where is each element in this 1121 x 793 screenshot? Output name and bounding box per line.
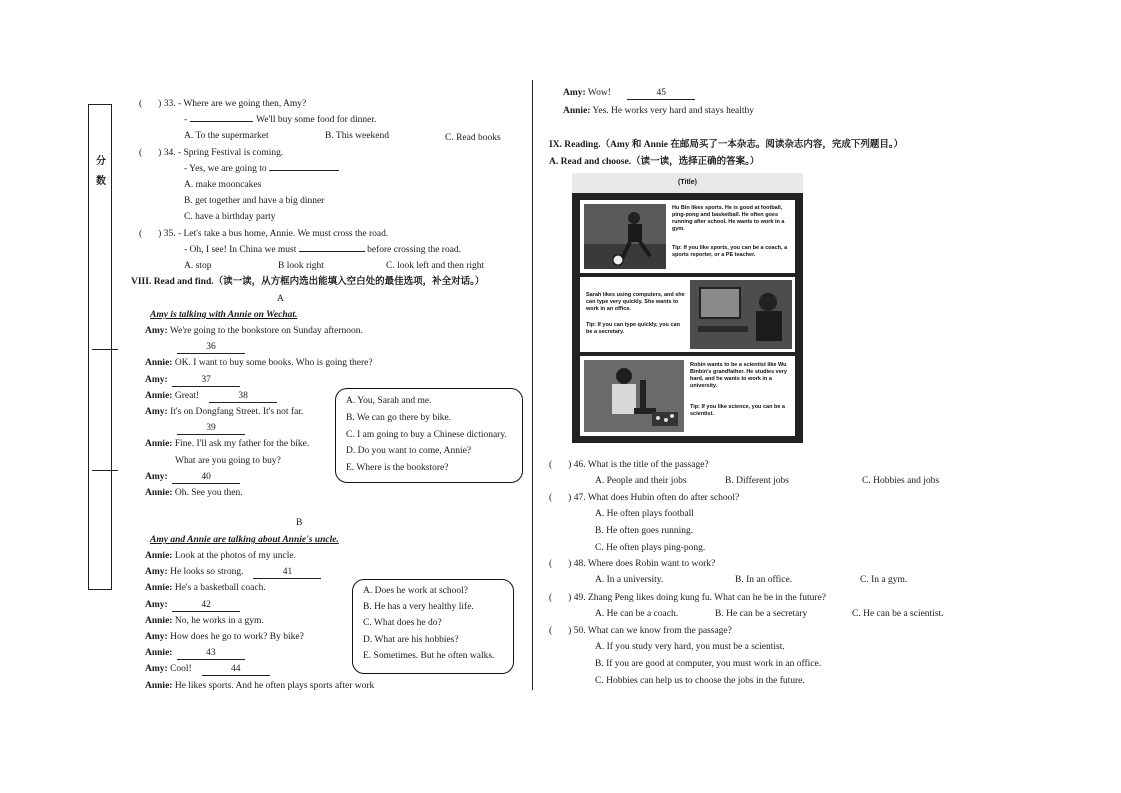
magazine-panel: [580, 356, 795, 436]
dialogue-line: Amy: Wow! 45: [563, 87, 695, 100]
speaker-name: Annie:: [145, 358, 173, 369]
question-stem: ( ) 46. What is the title of the passage?: [549, 460, 709, 470]
dialogue-text: No, he works in a gym.: [174, 615, 264, 626]
dialogue-text: Cool!: [170, 664, 192, 675]
option: C. In a gym.: [860, 575, 908, 585]
box-option: E. Sometimes. But he often walks.: [363, 651, 495, 661]
speaker-name: Amy:: [145, 407, 168, 417]
question-number: 47.: [573, 493, 586, 503]
option: C. Hobbies can help us to choose the jobs in the future.: [595, 676, 805, 686]
section-8-heading: VIII. Read and find.（读一读，从方框内选出能填入空白处的最佳选项，补全对话。）: [131, 277, 485, 287]
speaker-name: Annie:: [145, 488, 173, 498]
dialogue-line: Annie: Yes. He works very hard and stays healthy: [563, 106, 755, 116]
answer-blank[interactable]: 42: [172, 599, 240, 612]
option: C. have a birthday party: [184, 212, 276, 222]
question-35: ( ) 35. - Let's take a bus home, Annie. We must cross the road.: [139, 229, 389, 239]
question-33-line2: - . We'll buy some food for dinner.: [184, 115, 377, 125]
dialogue-text: OK. I want to buy some books. Who is going there?: [174, 358, 373, 369]
speaker-name: Annie:: [145, 583, 173, 594]
question-text: What is the title of the passage?: [587, 460, 709, 470]
question-34: ( ) 34. - Spring Festival is coming.: [139, 148, 284, 158]
option: B. get together and have a big dinner: [184, 196, 325, 206]
part-a-options-box: [335, 388, 523, 483]
question-stem: ( ) 50. What can we know from the passage?: [549, 626, 732, 636]
question-stem: ( ) 48. Where does Robin want to work?: [549, 559, 716, 569]
question-text: Zhang Peng likes doing kung fu. What can he be in the future?: [587, 593, 827, 603]
question-33: ( ) 33. - Where are we going then, Amy?: [139, 99, 307, 109]
panel-text: Sarah likes using computers, and she can type very quickly. She wants to work in an office.: [586, 292, 685, 312]
dialogue-line: [145, 374, 240, 387]
box-option: A. You, Sarah and me.: [346, 396, 432, 406]
speaker-name: Annie:: [145, 615, 173, 626]
speaker-name: Amy:: [145, 326, 168, 336]
dialogue-line: [145, 566, 321, 579]
box-option: B. He has a very healthy life.: [363, 602, 474, 612]
speaker-name: Annie:: [145, 439, 173, 450]
speaker-name: Amy:: [145, 471, 168, 482]
question-34-line2: - Yes, we are going to: [184, 163, 339, 175]
answer-blank[interactable]: 40: [172, 471, 240, 484]
magazine-header: [572, 173, 803, 195]
answer-blank[interactable]: [269, 170, 339, 171]
dialogue-line: [145, 357, 373, 369]
dialogue-line: [145, 647, 245, 660]
answer-blank[interactable]: 41: [253, 566, 321, 579]
speaker-name: Annie:: [145, 648, 173, 659]
magazine-panel: [580, 277, 795, 352]
answer-blank[interactable]: 44: [202, 663, 270, 676]
option: B. In an office.: [735, 575, 793, 585]
option: A. In a university.: [595, 575, 664, 585]
question-number: 49.: [573, 593, 586, 603]
divider-tick: [92, 470, 118, 471]
option: A. He can be a coach.: [595, 609, 679, 619]
dialogue-line: [145, 582, 266, 594]
speaker-name: Amy:: [145, 632, 168, 642]
dialogue-line: [145, 325, 363, 337]
question-number: 50.: [573, 626, 586, 636]
question-number: 48.: [573, 559, 586, 569]
dialogue-text: He's a basketball coach.: [174, 583, 266, 594]
score-strip-char: 数: [96, 176, 106, 187]
option: A. make mooncakes: [184, 180, 262, 190]
question-number: 46.: [573, 460, 586, 470]
option: A. He often plays football: [595, 509, 694, 519]
answer-blank[interactable]: 39: [177, 422, 245, 435]
option: C. He often plays ping-pong.: [595, 543, 706, 553]
answer-blank[interactable]: 45: [627, 87, 695, 100]
option: B. He often goes running.: [595, 526, 694, 536]
panel-text: Hu Bin likes sports. He is good at football, ping-pong and basketball. He often goes running after school. He wants to work in a gym.: [672, 205, 785, 232]
dialogue-line: [145, 422, 245, 435]
option: C. look left and then right: [386, 261, 485, 271]
dialogue-line: [145, 438, 309, 450]
score-strip-char: 分: [96, 156, 106, 167]
answer-blank[interactable]: 43: [177, 647, 245, 660]
box-option: E. Where is the bookstore?: [346, 463, 449, 473]
speaker-name: Amy:: [145, 374, 168, 385]
dialogue-line: [145, 599, 240, 612]
option: A. People and their jobs: [595, 476, 687, 486]
dialogue-line: [145, 631, 304, 643]
box-option: C. What does he do?: [363, 618, 442, 628]
question-stem: ( ) 47. What does Hubin often do after school?: [549, 493, 740, 503]
speaker-name: Annie:: [145, 551, 173, 561]
question-text: What does Hubin often do after school?: [587, 493, 740, 503]
box-option: D. What are his hobbies?: [363, 635, 459, 645]
dialogue-line: [145, 680, 374, 692]
answer-blank[interactable]: 37: [172, 374, 240, 387]
magazine-image: [572, 173, 803, 443]
part-a-label: A: [277, 294, 284, 304]
dialogue-line: [145, 455, 281, 467]
part-b-subtitle: Amy and Annie are talking about Annie's uncle.: [150, 535, 339, 545]
speaker-name: Amy:: [145, 567, 168, 578]
dialogue-text: What are you going to buy?: [175, 455, 281, 466]
dialogue-text: Oh. See you then.: [174, 488, 243, 498]
option: C. Read books: [445, 133, 501, 143]
box-option: D. Do you want to come, Annie?: [346, 446, 472, 456]
option: C. Hobbies and jobs: [862, 476, 940, 486]
section-9-part-a: A. Read and choose.（读一读，选择正确的答案。）: [549, 157, 760, 167]
dialogue-text: Great!: [174, 390, 200, 401]
option: A. stop: [184, 261, 212, 271]
box-option: B. We can go there by bike.: [346, 413, 452, 423]
part-a-subtitle: Amy is talking with Annie on Wechat.: [150, 310, 298, 320]
dialogue-text: He looks so strong.: [170, 567, 244, 578]
dialogue-text: It's on Dongfang Street. It's not far.: [170, 407, 304, 417]
question-stem: ( ) 49. Zhang Peng likes doing kung fu. What can he be in the future?: [549, 593, 827, 603]
computer-photo: [690, 280, 792, 349]
panel-text: Robin wants to be a scientist like Wu Binbin's grandfather. He studies very hard, and he wants to work in a university.: [690, 362, 787, 389]
dialogue-line: [145, 663, 270, 676]
speaker-name: Amy:: [145, 664, 168, 675]
dialogue-text: How does he go to work? By bike?: [170, 632, 304, 642]
magazine-title: (Title): [678, 179, 697, 186]
dialogue-text: We're going to the bookstore on Sunday afternoon.: [169, 326, 363, 336]
panel-tip: Tip: If you like sports, you can be a coach, a sports reporter, or a PE teacher.: [672, 245, 788, 258]
option: B. If you are good at computer, you must work in an office.: [595, 659, 822, 669]
dialogue-line: [145, 615, 264, 627]
answer-blank[interactable]: 36: [177, 341, 245, 354]
option: A. If you study very hard, you must be a scientist.: [595, 642, 785, 652]
option: B look right: [278, 261, 324, 271]
option: B. Different jobs: [725, 476, 789, 486]
question-35-line2: - Oh, I see! In China we must before crossing the road.: [184, 245, 462, 255]
option: C. He can be a scientist.: [852, 609, 944, 619]
magazine-panel: [580, 200, 795, 273]
panel-tip: Tip: If you like science, you can be a scientist.: [690, 404, 785, 417]
box-option: A. Does he work at school?: [363, 586, 469, 596]
dialogue-line: [145, 341, 245, 354]
option: B. This weekend: [325, 131, 389, 141]
dialogue-line: [145, 487, 243, 499]
dialogue-line: [145, 406, 303, 418]
speaker-name: Annie:: [145, 680, 173, 691]
scientist-photo: [584, 360, 684, 432]
question-text: Where does Robin want to work?: [587, 559, 716, 569]
part-b-label: B: [296, 518, 303, 528]
answer-blank[interactable]: 38: [209, 390, 277, 403]
option: B. He can be a secretary: [715, 609, 808, 619]
part-b-options-box: [352, 579, 514, 674]
section-9-heading: IX. Reading.（Amy 和 Annie 在邮局买了一本杂志。阅读杂志内容，完成下列题目。）: [549, 140, 904, 150]
answer-blank[interactable]: [299, 251, 365, 252]
speaker-name: Annie:: [145, 390, 173, 401]
answer-blank[interactable]: [190, 121, 252, 122]
dialogue-text: Look at the photos of my uncle.: [174, 551, 296, 561]
dialogue-text: He likes sports. And he often plays sports after work: [174, 680, 375, 691]
dialogue-line: [145, 471, 240, 484]
soccer-photo: [584, 204, 666, 269]
question-text: What can we know from the passage?: [587, 626, 732, 636]
option: A. To the supermarket: [184, 131, 269, 141]
dialogue-line: [145, 390, 277, 403]
dialogue-text: Fine. I'll ask my father for the bike.: [174, 439, 310, 450]
column-divider: [532, 80, 533, 690]
dialogue-line: [145, 550, 296, 562]
speaker-name: Amy:: [145, 599, 168, 610]
panel-tip: Tip: If you can type quickly, you can be a secretary.: [586, 322, 680, 335]
box-option: C. I am going to buy a Chinese dictionary.: [346, 430, 507, 440]
divider-tick: [92, 349, 118, 350]
